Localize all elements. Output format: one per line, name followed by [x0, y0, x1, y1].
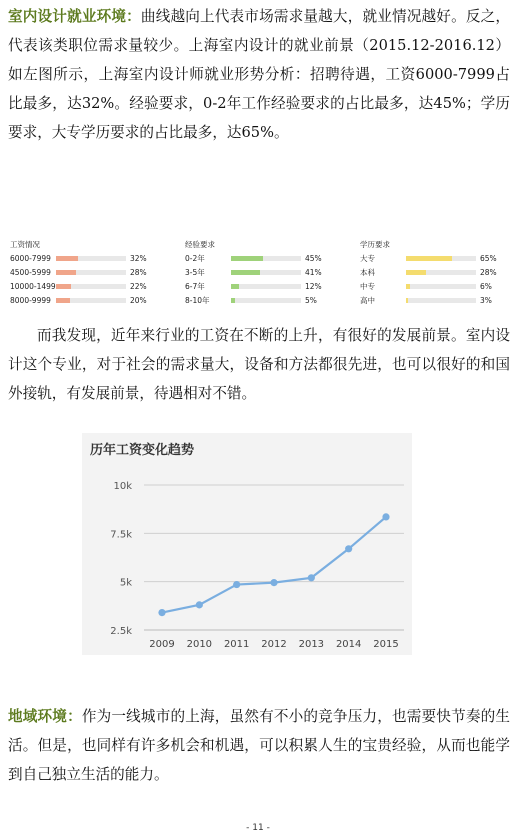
stat-label: 大专 [360, 253, 375, 263]
stat-bar-fill [406, 270, 426, 275]
stat-label: 6-7年 [185, 281, 205, 291]
stat-bar-fill [56, 298, 70, 303]
stat-bar-fill [406, 298, 408, 303]
chart-title: 历年工资变化趋势 [90, 443, 195, 458]
stat-percent: 20% [130, 295, 147, 305]
stat-bar-fill [56, 270, 76, 275]
stat-bar-track [231, 270, 301, 275]
stat-percent: 6% [480, 281, 492, 291]
stat-percent: 3% [480, 295, 492, 305]
stat-bar-fill [231, 284, 239, 289]
x-tick-label: 2009 [149, 639, 175, 650]
stat-row [360, 251, 510, 265]
series-line [162, 517, 386, 613]
paragraph-prospects [8, 321, 510, 408]
stat-row [10, 265, 160, 279]
stat-percent: 32% [130, 253, 147, 263]
data-point [345, 545, 352, 552]
paragraph-location-text: 作为一线城市的上海，虽然有不小的竞争压力，也需要快节奏的生活。但是，也同样有许多机会和机遇，可以积累人生的宝贵经验，从而也能学到自己独立生活的能力。 [8, 708, 510, 783]
data-point [196, 601, 203, 608]
salary-trend-chart [82, 433, 412, 655]
stat-bar-track [56, 298, 126, 303]
paragraph-prospects-text: 而我发现，近年来行业的工资在不断的上升，有很好的发展前景。室内设计这个专业，对于社会的需求量大，设备和方法都很先进，也可以很好的和国外接轨，有发展前景，待遇相对不错。 [8, 327, 510, 402]
stat-bar-track [56, 284, 126, 289]
stat-row [360, 293, 510, 307]
data-point [308, 574, 315, 581]
x-tick-label: 2010 [186, 639, 213, 650]
stat-row [185, 251, 335, 265]
stat-percent: 41% [305, 267, 322, 277]
y-tick-label: 2.5k [110, 626, 132, 637]
stat-percent: 12% [305, 281, 322, 291]
stat-label: 6000-7999 [10, 253, 51, 263]
stat-bar-track [56, 256, 126, 261]
x-tick-label: 2012 [261, 639, 287, 650]
stat-label: 8-10年 [185, 295, 210, 305]
stat-row [10, 279, 160, 293]
keyword-location: 地域环境： [8, 708, 82, 725]
stat-label: 10000-1499 [10, 281, 56, 291]
stat-row [185, 265, 335, 279]
education-stats [360, 238, 510, 307]
data-point [270, 579, 277, 586]
y-tick-label: 7.5k [110, 529, 132, 541]
stat-row [185, 279, 335, 293]
salary-stats [10, 238, 160, 307]
stat-bar-fill [406, 256, 452, 261]
data-point [158, 609, 165, 616]
salary-stats-title: 工资情况 [10, 240, 40, 249]
experience-stats [185, 238, 335, 307]
stat-bar-track [56, 270, 126, 275]
stat-percent: 28% [130, 267, 147, 277]
stat-bar-track [406, 298, 476, 303]
stat-label: 高中 [360, 295, 375, 305]
stat-label: 中专 [360, 281, 375, 291]
stat-bar-track [406, 256, 476, 261]
stat-percent: 28% [480, 267, 497, 277]
keyword-employment: 室内设计就业环境： [8, 8, 141, 25]
experience-stats-title: 经验要求 [185, 240, 215, 249]
stat-label: 4500-5999 [10, 267, 51, 277]
stat-label: 8000-9999 [10, 295, 51, 305]
stat-bar-fill [406, 284, 410, 289]
stat-label: 3-5年 [185, 267, 205, 277]
stat-label: 本科 [360, 267, 375, 277]
stat-percent: 45% [305, 253, 322, 263]
stat-percent: 5% [305, 295, 317, 305]
stat-bar-track [231, 284, 301, 289]
stat-bar-track [406, 270, 476, 275]
stat-row [360, 279, 510, 293]
page-number: - 11 - [246, 823, 270, 833]
stat-bar-fill [231, 270, 260, 275]
x-tick-label: 2011 [223, 639, 250, 650]
stat-percent: 22% [130, 281, 147, 291]
education-stats-title: 学历要求 [360, 240, 390, 249]
stat-row [360, 265, 510, 279]
y-tick-label: 10k [113, 481, 132, 492]
stat-bar-fill [56, 256, 78, 261]
stat-row [185, 293, 335, 307]
stat-bar-track [231, 256, 301, 261]
stat-row [10, 251, 160, 265]
paragraph-employment [8, 2, 510, 147]
stat-label: 0-2年 [185, 253, 205, 263]
stat-bar-track [231, 298, 301, 303]
chart-plot [82, 433, 412, 655]
data-point [382, 513, 389, 520]
stat-bar-fill [231, 298, 235, 303]
stat-bar-track [406, 284, 476, 289]
data-point [233, 581, 240, 588]
stat-bar-fill [231, 256, 263, 261]
x-tick-label: 2014 [335, 639, 362, 650]
stat-bar-fill [56, 284, 71, 289]
y-tick-label: 5k [119, 577, 132, 589]
x-tick-label: 2013 [298, 639, 325, 650]
paragraph-location [8, 702, 510, 789]
stat-row [10, 293, 160, 307]
x-tick-label: 2015 [373, 639, 399, 650]
stat-percent: 65% [480, 253, 497, 263]
paragraph-employment-text: 曲线越向上代表市场需求量越大，就业情况越好。反之，代表该类职位需求量较少。上海室内设计的就业前景（2015.12-2016.12）如左图所示，上海室内设计师就业形势分析：招聘待遇，工资6000-7999占比最多，达32%。经验要求，0-2年工作经验要求的占比最多，达45%；学历要求，大专学历要求的占比最多，达65%。 [8, 8, 510, 141]
